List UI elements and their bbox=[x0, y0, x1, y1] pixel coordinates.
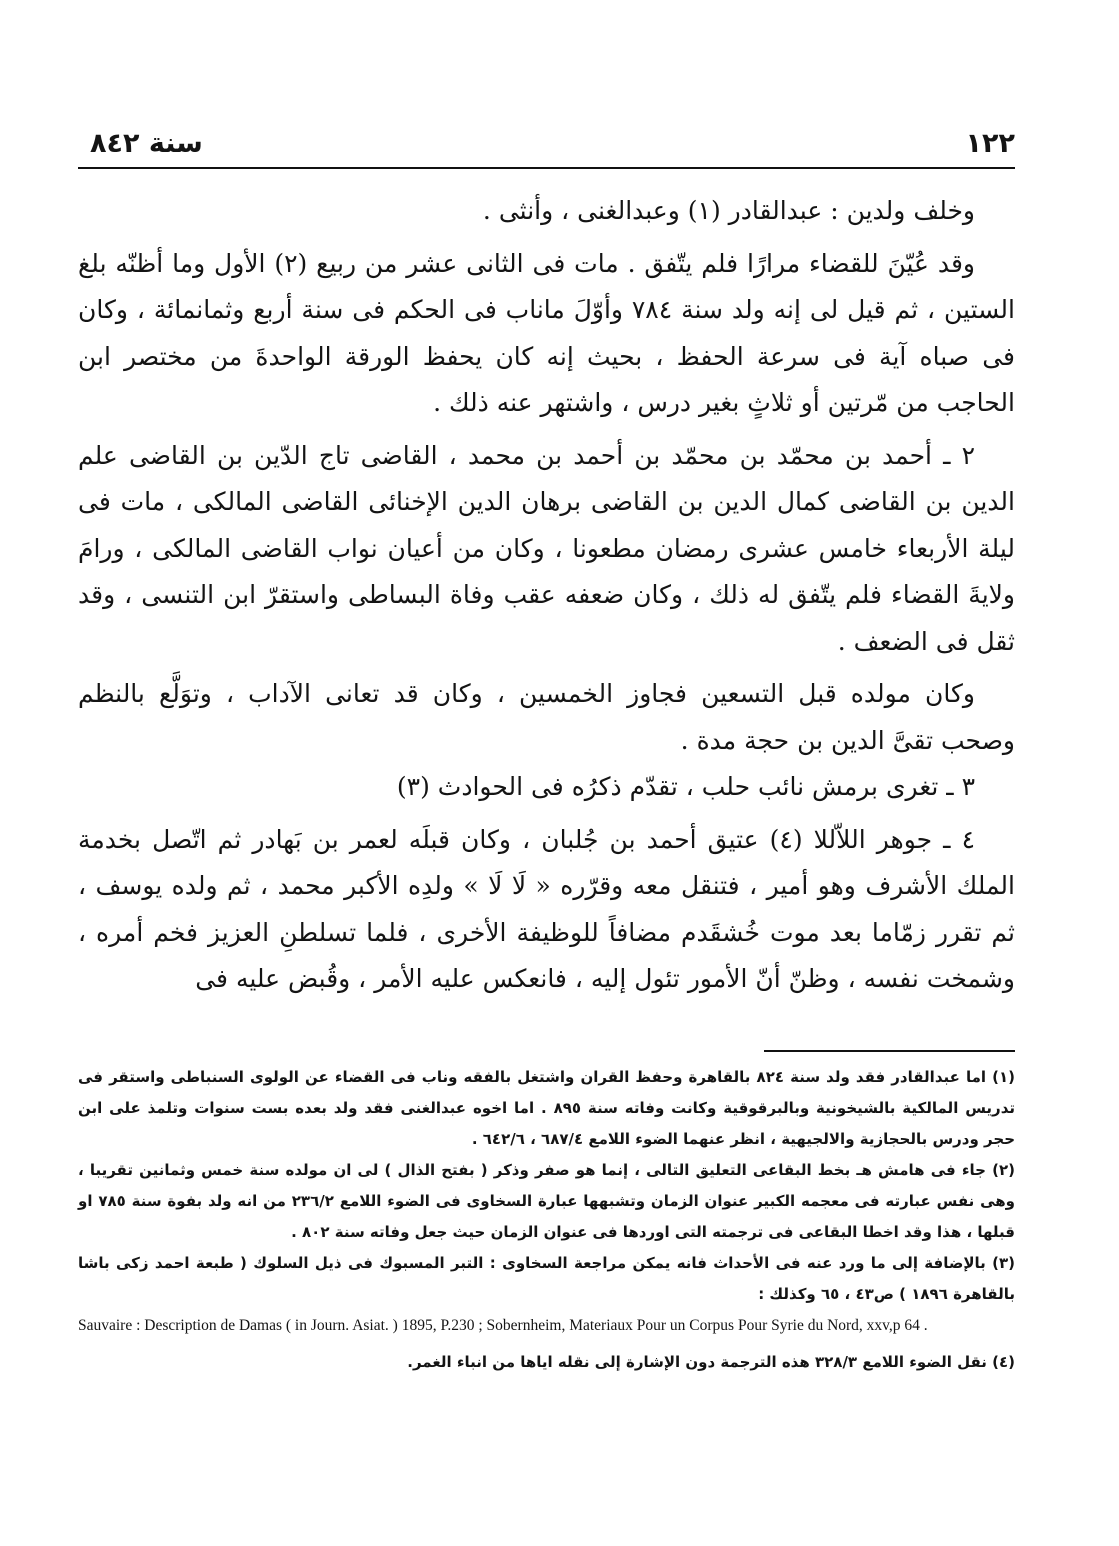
footnote-2: (٢) جاء فى هامش هـ بخط البقاعى التعليق التالى ، إنما هو صفر وذكر ( بفتح الذال ) لى ان مولده سنة خمس وثمانين تقريبا ، وهى نفس عبارته فى معجمه الكبير عنوان الزمان وتشبهها عبارة السخاوى فى الضوء اللامع ٢٣٦/٢ من انه ولد بفوة سنة ٧٨٥ او قبلها ، هذا وقد اخطا البقاعى فى ترجمته التى اوردها فى عنوان الزمان حيث جعل وفاته سنة ٨٠٢ . bbox=[78, 1161, 1015, 1241]
paragraph-children: وخلف ولدين : عبدالقادر (١) وعبدالغنى ، وأنثى . bbox=[482, 196, 975, 225]
paragraph-death: وقد عُيّنَ للقضاء مرارًا فلم يتّفق . مات فى الثانى عشر من ربيع (٢) الأول وما أظنّه بلغ الستين ، ثم قيل لى إنه ولد سنة ٧٨٤ وأوّلَ ماناب فى الحكم فى سنة أربع وثمانمائة ، وكان فى صباه آية فى سرعة الحفظ ، بحيث إنه كان يحفظ الورقة الواحدةَ من مختصر ابن الحاجب من مّرتين أو ثلاثٍ بغير درس ، واشتهر عنه ذلك . bbox=[78, 248, 1015, 417]
paragraph-entry-2: ٢ ـ أحمد بن محمّد بن محمّد بن أحمد بن محمد ، القاضى تاج الدّين بن القاضى علم الدين بن القاضى كمال الدين بن القاضى برهان الدين الإخنائى القاضى المالكى ، مات فى ليلة الأربعاء خامس عشرى رمضان مطعونا ، وكان من أعيان نواب القاضى المالكى ، ورامَ ولايةَ القضاء فلم يتّفق له ذلك ، وكان ضعفه عقب وفاة البساطى واستقرّ ابن التنسى ، وقد ثقل فى الضعف . bbox=[78, 440, 1015, 656]
running-header-year: سنة ٨٤٢ bbox=[90, 128, 203, 159]
footnote-4: (٤) نقل الضوء اللامع ٣٢٨/٣ هذه الترجمة دون الإشارة إلى نقله اياها من انباء الغمر. bbox=[407, 1353, 1015, 1371]
footnote-1: (١) اما عبدالقادر فقد ولد سنة ٨٢٤ بالقاهرة وحفظ القران واشتغل بالفقه وناب فى القضاء عن الولوى السنباطى واستقر فى تدريس المالكية بالشيخونية وبالبرقوقية وكانت وفاته سنة ٨٩٥ . اما اخوه عبدالغنى فقد ولد بعده بست سنوات وتلمذ على ابن حجر ودرس بالحجازية والالجيهية ، انظر عنهما الضوء اللامع ٦٨٧/٤ ، ٦٤٢/٦ . bbox=[78, 1068, 1015, 1148]
page-number: ١٢٢ bbox=[965, 128, 1015, 159]
footnotes bbox=[78, 1062, 1015, 1378]
paragraph-entry-3: ٣ ـ تغرى برمش نائب حلب ، تقدّم ذكرُه فى الحوادث (٣) bbox=[396, 772, 975, 801]
paragraph-birth: وكان مولده قبل التسعين فجاوز الخمسين ، وكان قد تعانى الآداب ، وتوَلَّع بالنظم وصحب تقىَّ الدين بن حجة مدة . bbox=[78, 679, 1015, 755]
header-rule bbox=[78, 167, 1015, 169]
main-text bbox=[78, 188, 1015, 1003]
footnote-rule bbox=[764, 1050, 1015, 1052]
footnote-3: (٣) بالإضافة إلى ما ورد عنه فى الأحداث فانه يمكن مراجعة السخاوى : التبر المسبوك فى ذيل السلوك ( طبعة احمد زكى باشا بالقاهرة ١٨٩٦ ) ص٤٣ ، ٦٥ وكذلك : bbox=[78, 1254, 1015, 1303]
footnote-3-latin-reference: Sauvaire : Description de Damas ( in Journ. Asiat. ) 1895, P.230 ; Sobernheim, Materiaux Pour un Corpus Pour Syrie du Nord, xxv,p 64 . bbox=[78, 1317, 928, 1334]
paragraph-entry-4: ٤ ـ جوهر اللاّللا (٤) عتيق أحمد بن جُلبان ، وكان قبلَه لعمر بن بَهادر ثم اتّصل بخدمة الملك الأشرف وهو أمير ، فتنقل معه وقرّره « لَا لَا » ولدِه الأكبر محمد ، ثم ولده يوسف ، ثم تقرر زمّاما بعد موت خُشقَدم مضافاً للوظيفة الأخرى ، فلما تسلطنِ العزيز فخم أمره ، وشمخت نفسه ، وظنّ أنّ الأمور تئول إليه ، فانعكس عليه الأمر ، وقُبض عليه فى bbox=[78, 824, 1015, 993]
